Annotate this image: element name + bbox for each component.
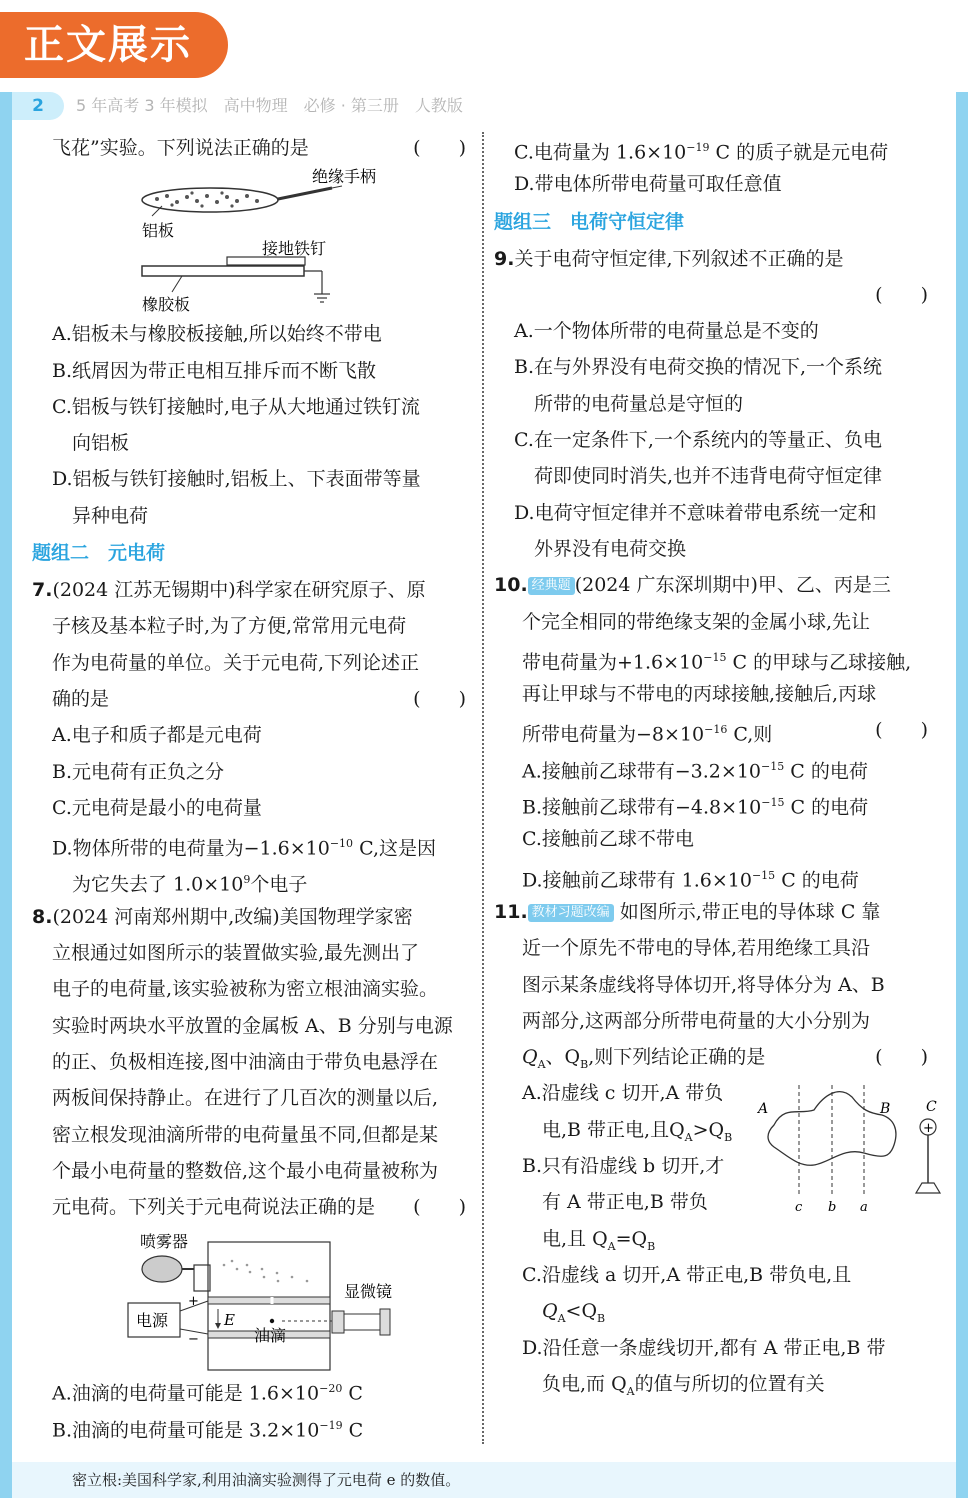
q7-line-2: 子核及基本粒子时,为了方便,常常用元电荷 bbox=[52, 615, 407, 638]
label-C: C bbox=[926, 1099, 937, 1116]
page-frame-right bbox=[956, 0, 968, 1498]
q6-option-a: A.铝板未与橡胶板接触,所以始终不带电 bbox=[52, 323, 382, 346]
q11-line-1: 11. 教材习题改编 如图所示,带正电的导体球 C 靠 bbox=[494, 900, 881, 923]
q9-bracket-line: ( ) bbox=[875, 283, 928, 306]
q7-option-d: D.物体所带的电荷量为$-1.6\times 10^{-10}$ C,这是因 bbox=[52, 837, 437, 860]
q10-option-b: B.接触前乙球带有$-4.8\times 10^{-15}$ C 的电荷 bbox=[522, 796, 869, 819]
right-column bbox=[494, 130, 937, 1402]
q10-line-4: 再让甲球与不带电的丙球接触,接触后,丙球 bbox=[522, 683, 877, 706]
label-nail: 接地铁钉 bbox=[262, 239, 327, 259]
q8-option-b: B.油滴的电荷量可能是 $3.2\times 10^{-19}$ C bbox=[52, 1418, 364, 1442]
footnote: 密立根:美国科学家,利用油滴实验测得了元电荷 e 的数值。 bbox=[12, 1462, 956, 1498]
label-microscope: 显微镜 bbox=[344, 1282, 393, 1302]
label-plate: 铝板 bbox=[142, 221, 175, 241]
q10-option-c: C.接触前乙球不带电 bbox=[522, 828, 694, 851]
q11-option-b: B.只有沿虚线 b 切开,才 bbox=[522, 1155, 725, 1178]
left-column bbox=[32, 130, 472, 1444]
q11-option-b-cont2: 电,且 $Q_A=Q_B$ bbox=[542, 1227, 656, 1253]
q10-line-3: 带电荷量为$+1.6\times 10^{-15}$ C 的甲球与乙球接触, bbox=[522, 650, 912, 674]
q9-option-d-cont: 外界没有电荷交换 bbox=[534, 537, 687, 560]
q6-option-d-cont: 异种电荷 bbox=[72, 504, 149, 527]
section-tag: 正文展示 bbox=[0, 12, 228, 78]
header-band bbox=[0, 0, 968, 92]
q11-line-5: $Q_A$、$Q_B$,则下列结论正确的是 ( ) bbox=[522, 1046, 928, 1071]
page-number: 2 bbox=[12, 92, 64, 120]
q7-option-d-cont: 为它失去了 $1.0\times 10^9$个电子 bbox=[72, 873, 308, 896]
q11-option-a: A.沿虚线 c 切开,A 带负 bbox=[522, 1082, 724, 1105]
q10-line-5: 所带电荷量为$-8\times 10^{-16}$ C,则 ( ) bbox=[522, 719, 928, 746]
q10-line-2: 个完全相同的带绝缘支架的金属小球,先让 bbox=[522, 610, 871, 633]
figure-conductor bbox=[744, 1075, 937, 1260]
book-info: 5 年高考 3 年模拟 高中物理 必修 · 第三册 人教版 bbox=[76, 96, 463, 115]
q8-line-8: 个最小电荷量的整数倍,这个最小电荷量被称为 bbox=[52, 1159, 439, 1182]
q6-stem: 飞花”实验。下列说法正确的是 ( ) bbox=[52, 137, 466, 159]
label-minus: − bbox=[188, 1332, 199, 1348]
label-plus: + bbox=[188, 1294, 199, 1310]
q11-number: 11. bbox=[494, 900, 528, 923]
q11-line-4: 两部分,这两部分所带电荷量的大小分别为 bbox=[522, 1009, 871, 1032]
q8-number: 8. bbox=[32, 905, 53, 928]
label-plus-charge: + bbox=[923, 1121, 934, 1137]
q11-option-c-cont: $Q_A<Q_B$ bbox=[542, 1300, 606, 1325]
q11-option-c: C.沿虚线 a 切开,A 带正电,B 带负电,且 bbox=[522, 1263, 852, 1286]
label-A: A bbox=[758, 1101, 769, 1118]
q7-option-c: C.元电荷是最小的电荷量 bbox=[52, 796, 262, 819]
q9-option-c-cont: 荷即使同时消失,也并不违背电荷守恒定律 bbox=[534, 465, 883, 488]
q9-option-b: B.在与外界没有电荷交换的情况下,一个系统 bbox=[514, 356, 883, 379]
q8-line-6: 两板间保持静止。在进行了几百次的测量以后, bbox=[52, 1087, 439, 1110]
label-c: c bbox=[795, 1200, 803, 1216]
q11-option-b-cont: 有 A 带正电,B 带负 bbox=[542, 1191, 708, 1214]
q8-option-d: D.带电体所带电荷量可取任意值 bbox=[514, 173, 782, 196]
q11-line-2: 近一个原先不带电的导体,若用绝缘工具沿 bbox=[522, 937, 871, 960]
q9-option-a: A.一个物体所带的电荷量总是不变的 bbox=[514, 320, 819, 343]
q6-option-c-cont: 向铝板 bbox=[72, 432, 130, 455]
q7-line-3: 作为电荷量的单位。关于元电荷,下列论述正 bbox=[52, 651, 420, 674]
label-oil-drop: 油滴 bbox=[254, 1326, 287, 1346]
q11-tag: 教材习题改编 bbox=[528, 904, 614, 922]
q10-line-1: 10. 经典题 (2024 广东深圳期中)甲、乙、丙是三 bbox=[494, 574, 891, 597]
q8-line-2: 立根通过如图所示的装置做实验,最先测出了 bbox=[52, 942, 420, 965]
group-heading-2: 题组二 元电荷 bbox=[32, 542, 166, 565]
q10-option-a: A.接触前乙球带有$-3.2\times 10^{-15}$ C 的电荷 bbox=[522, 759, 868, 783]
q6-option-c: C.铝板与铁钉接触时,电子从大地通过铁钉流 bbox=[52, 395, 420, 418]
q8-line-3: 电子的电荷量,该实验被称为密立根油滴实验。 bbox=[52, 978, 439, 1001]
label-sprayer: 喷雾器 bbox=[140, 1232, 189, 1252]
q6-option-b: B.纸屑因为带正电相互排斥而不断飞散 bbox=[52, 359, 377, 382]
figure-paper-flower bbox=[32, 166, 472, 316]
q9-option-c: C.在一定条件下,一个系统内的等量正、负电 bbox=[514, 429, 882, 452]
q7-line-4: 确的是 ( ) bbox=[52, 687, 466, 710]
q8-line-4: 实验时两块水平放置的金属板 A、B 分别与电源 bbox=[52, 1014, 453, 1037]
q9-stem: 9.关于电荷守恒定律,下列叙述不正确的是 bbox=[494, 247, 844, 270]
q7-option-b: B.元电荷有正负之分 bbox=[52, 760, 225, 783]
label-field: E bbox=[224, 1311, 235, 1330]
q10-number: 10. bbox=[494, 574, 528, 597]
figure-millikan bbox=[32, 1225, 472, 1371]
label-a: a bbox=[860, 1200, 868, 1216]
q9-option-b-cont: 所带的电荷量总是守恒的 bbox=[534, 392, 744, 415]
q8-line-9: 元电荷。下列关于元电荷说法正确的是 ( ) bbox=[52, 1196, 466, 1219]
q11-option-d-cont: 负电,而 $Q_A$的值与所切的位置有关 bbox=[542, 1372, 825, 1398]
q7-number: 7. bbox=[32, 579, 53, 602]
q11-option-a-cont: 电,B 带正电,且$Q_A>Q_B$ bbox=[542, 1118, 733, 1144]
page-frame-left bbox=[0, 0, 12, 1498]
label-b: b bbox=[828, 1200, 837, 1216]
q8-line-1: 8.(2024 河南郑州期中,改编)美国物理学家密 bbox=[32, 905, 413, 928]
column-divider bbox=[482, 132, 484, 1444]
q10-tag: 经典题 bbox=[528, 577, 575, 595]
q6-option-d: D.铝板与铁钉接触时,铝板上、下表面带等量 bbox=[52, 468, 421, 491]
label-rubber: 橡胶板 bbox=[142, 295, 191, 315]
q8-option-c: C.电荷量为 $1.6\times 10^{-19}$ C 的质子就是元电荷 bbox=[514, 141, 889, 164]
q7-line-1: 7.(2024 江苏无锡期中)科学家在研究原子、原 bbox=[32, 579, 426, 602]
label-handle: 绝缘手柄 bbox=[312, 167, 377, 187]
label-power: 电源 bbox=[136, 1311, 169, 1331]
label-B: B bbox=[880, 1101, 891, 1118]
q9-number: 9. bbox=[494, 247, 515, 270]
q10-option-d: D.接触前乙球带有 $1.6\times 10^{-15}$ C 的电荷 bbox=[522, 868, 859, 891]
group-heading-3: 题组三 电荷守恒定律 bbox=[494, 210, 685, 233]
q7-option-a: A.电子和质子都是元电荷 bbox=[52, 724, 262, 747]
running-header bbox=[12, 92, 956, 120]
q11-options-with-figure bbox=[494, 1075, 937, 1256]
q8-option-a: A.油滴的电荷量可能是 $1.6\times 10^{-20}$ C bbox=[52, 1382, 363, 1405]
q8-line-7: 密立根发现油滴所带的电荷量虽不同,但都是某 bbox=[52, 1123, 439, 1146]
q11-line-3: 图示某条虚线将导体切开,将导体分为 A、B bbox=[522, 973, 885, 996]
q9-option-d: D.电荷守恒定律并不意味着带电系统一定和 bbox=[514, 501, 877, 524]
q11-option-d: D.沿任意一条虚线切开,都有 A 带正电,B 带 bbox=[522, 1336, 886, 1359]
q8-line-5: 的正、负极相连接,图中油滴由于带负电悬浮在 bbox=[52, 1050, 439, 1073]
